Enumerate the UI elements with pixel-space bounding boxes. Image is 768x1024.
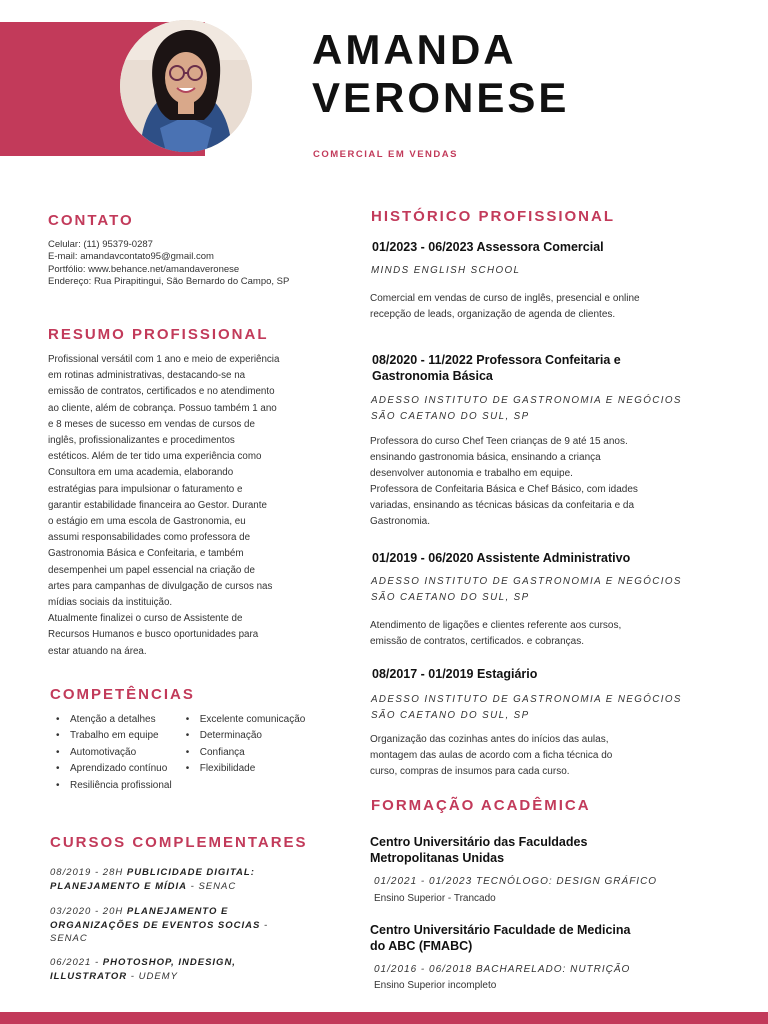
job-description: Professora do curso Chef Teen crianças de 9 até 15 anos. ensinando gastronomia básica, ensinando a criança desenvolver autonomia e trabalho em equipe. Professora de Confeitaria Básica e Chef Básico, com idades variadas, ensinando as técnicas básicas da confeitaria e da Gastronomia. xyxy=(370,436,638,527)
summary-section-title: RESUMO PROFISSIONAL xyxy=(48,326,269,343)
course-item xyxy=(50,956,300,983)
education-section-title: FORMAÇÃO ACADÊMICA xyxy=(371,797,591,814)
job-title: 01/2023 - 06/2023 Assessora Comercial xyxy=(372,240,604,254)
job-company: MINDS ENGLISH SCHOOL xyxy=(371,265,521,276)
skill-item: • Flexibilidade xyxy=(186,761,306,777)
job-description: Atendimento de ligações e clientes referente aos cursos, emissão de contratos, certificados. e cobranças. xyxy=(370,620,622,647)
contact-address: Endereço: Rua Pirapitingui, São Bernardo do Campo, SP xyxy=(48,275,290,287)
contact-phone: Celular: (11) 95379-0287 xyxy=(48,239,153,250)
course-provider: - SENAC xyxy=(187,880,237,892)
skill-item: • Aprendizado contínuo xyxy=(56,761,172,777)
course-name: PHOTOSHOP, INDESIGN, ILLUSTRATOR xyxy=(50,957,236,982)
person-name xyxy=(312,26,569,122)
skill-item: • Atenção a detalhes xyxy=(56,712,172,728)
job-role: COMERCIAL EM VENDAS xyxy=(313,149,458,160)
course-date: 06/2021 - xyxy=(50,957,103,968)
skill-item: • Excelente comunicação xyxy=(186,712,306,728)
summary-text: Profissional versátil com 1 ano e meio de experiência em rotinas administrativas, destacando-se na emissão de contratos, certificados e no atendimento ao cliente, além de cobrança. Possuo também 1 ano e 8 meses de sucesso em vendas de cursos de inglês, profissionalizantes e procedimentos estéticos. Além de ter tido uma experiência como Consultora em uma academia, elaborando estratégias para impulsionar o faturamento e garantir estabilidade financeira ao Gestor. Durante o estágio em uma escola de Gastronomia, eu assumi responsabilidades como professora de Gastronomia Básica e Confeitaria, e também desempenhei um papel essencial na criação de artes para campanhas de divulgação de cursos nas mídias sociais da instituição. Atualmente finalizei o curso de Assistente de Recursos Humanos e busco oportunidades para estar atuando na área. xyxy=(48,354,280,657)
job-title: 08/2020 - 11/2022 Professora Confeitaria e Gastronomia Básica xyxy=(372,353,621,383)
job-company: ADESSO INSTITUTO DE GASTRONOMIA E NEGÓCIOS SÃO CAETANO DO SUL, SP xyxy=(371,576,682,603)
education-period: 01/2021 - 01/2023 TECNÓLOGO: DESIGN GRÁFICO xyxy=(374,876,658,887)
courses-section-title: CURSOS COMPLEMENTARES xyxy=(50,834,308,851)
skills-list xyxy=(56,712,346,794)
education-status: Ensino Superior - Trancado xyxy=(374,893,496,904)
skill-item: • Determinação xyxy=(186,728,306,744)
contact-info xyxy=(48,239,338,288)
job-title: 08/2017 - 01/2019 Estagiário xyxy=(372,667,538,681)
course-item xyxy=(50,866,300,893)
skill-item: • Automotivação xyxy=(56,745,172,761)
contact-portfolio: Portfólio: www.behance.net/amandaveronese xyxy=(48,263,240,275)
contact-section-title: CONTATO xyxy=(48,212,134,229)
course-name: PLANEJAMENTO E ORGANIZAÇÕES DE EVENTOS SOCIAS xyxy=(50,906,261,931)
education-status: Ensino Superior incompleto xyxy=(374,980,497,991)
education-institution: Centro Universitário das Faculdades Metropolitanas Unidas xyxy=(370,835,588,865)
course-date: 03/2020 - 20H xyxy=(50,906,127,917)
contact-email: E-mail: amandavcontato95@gmail.com xyxy=(48,251,214,263)
profile-photo xyxy=(120,20,252,152)
course-provider: - UDEMY xyxy=(127,970,178,982)
skill-item: • Trabalho em equipe xyxy=(56,728,172,744)
course-name: PUBLICIDADE DIGITAL: PLANEJAMENTO E MÍDIA xyxy=(50,867,255,892)
experience-section-title: HISTÓRICO PROFISSIONAL xyxy=(371,208,616,225)
skills-column-1 xyxy=(56,712,172,794)
education-institution: Centro Universitário Faculdade de Medicina do ABC (FMABC) xyxy=(370,923,631,953)
skill-item: • Confiança xyxy=(186,745,306,761)
job-company: ADESSO INSTITUTO DE GASTRONOMIA E NEGÓCIOS SÃO CAETANO DO SUL, SP xyxy=(371,395,682,422)
job-description: Comercial em vendas de curso de inglês, presencial e online recepção de leads, organização de agenda de clientes. xyxy=(370,293,640,320)
course-provider: - SENAC xyxy=(50,919,269,944)
job-title: 01/2019 - 06/2020 Assistente Administrativo xyxy=(372,551,631,565)
job-company: ADESSO INSTITUTO DE GASTRONOMIA E NEGÓCIOS SÃO CAETANO DO SUL, SP xyxy=(371,694,682,721)
course-item xyxy=(50,905,300,946)
footer-accent-band xyxy=(0,1012,768,1024)
name-line-2: VERONESE xyxy=(312,74,570,121)
skills-section-title: COMPETÊNCIAS xyxy=(50,686,195,703)
name-line-1: AMANDA xyxy=(312,26,517,73)
course-date: 08/2019 - 28H xyxy=(50,867,127,878)
education-period: 01/2016 - 06/2018 BACHARELADO: NUTRIÇÃO xyxy=(374,964,631,975)
job-description: Organização das cozinhas antes do inícios das aulas, montagem das aulas de acordo com a ficha técnica do curso, compras de insumos para cada curso. xyxy=(370,734,613,777)
skill-item: • Resiliência profissional xyxy=(56,778,172,794)
skills-column-2 xyxy=(186,712,306,794)
